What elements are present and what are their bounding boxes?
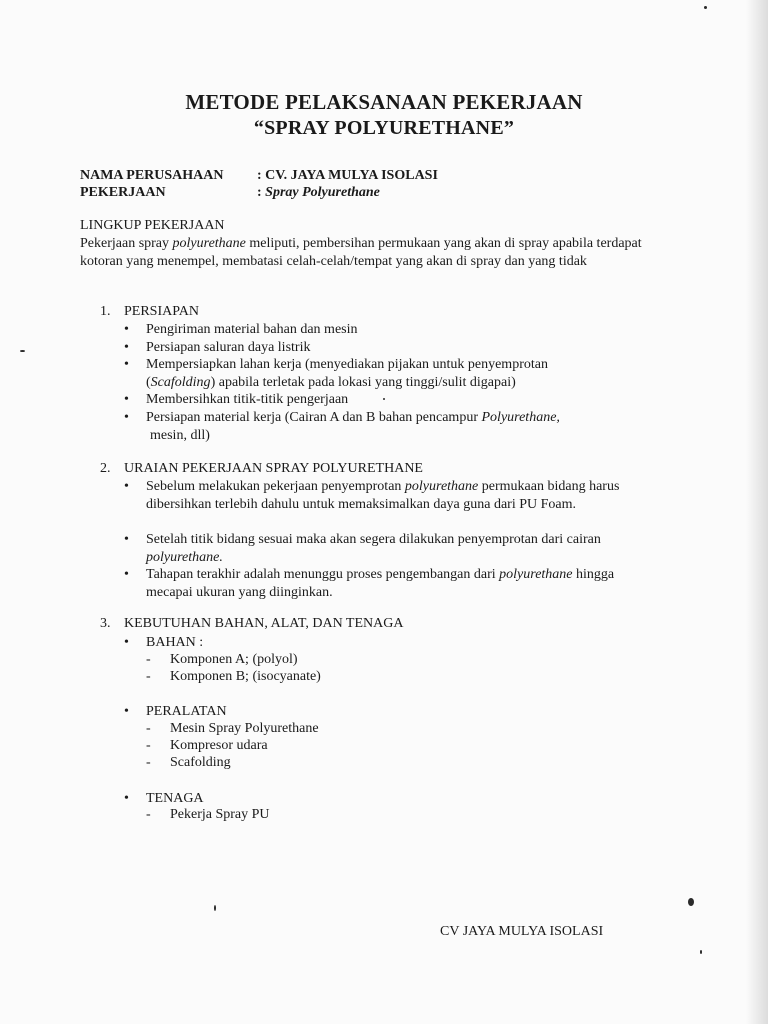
bahan-heading: • BAHAN : <box>124 635 204 650</box>
scan-speck <box>688 898 694 906</box>
document-subtitle: “SPRAY POLYURETHANE” <box>253 117 515 139</box>
scope-heading: LINGKUP PEKERJAAN <box>80 218 225 233</box>
work-value: : Spray Polyurethane <box>257 185 380 200</box>
list-item: • Membersihkan titik-titik pengerjaan <box>124 392 349 407</box>
scan-speck <box>704 6 707 9</box>
list-item: - Scafolding <box>146 755 231 770</box>
company-signature: CV JAYA MULYA ISOLASI <box>440 924 604 939</box>
list-item: • Mempersiapkan lahan kerja (menyediakan pijakan untuk penyemprotan (Scafolding) apabila terletak pada lokasi yang tinggi/sulit digapai) <box>124 357 548 390</box>
list-item: - Komponen B; (isocyanate) <box>146 669 321 684</box>
list-item: • Setelah titik bidang sesuai maka akan segera dilakukan penyemprotan dari cairan polyurethane. <box>124 532 601 565</box>
list-item: - Mesin Spray Polyurethane <box>146 721 319 736</box>
list-item: - Komponen A; (polyol) <box>146 652 298 667</box>
list-item: • Persiapan saluran daya listrik <box>124 340 311 355</box>
list-item: • Sebelum melakukan pekerjaan penyemprotan polyurethane permukaan bidang harus dibersihkan terlebih dahulu untuk memaksimalkan daya guna dari PU Foam. <box>124 479 620 512</box>
list-item-continuation: mesin, dll) <box>150 428 210 443</box>
company-label: NAMA PERUSAHAAN <box>80 168 224 183</box>
document-title: METODE PELAKSANAAN PEKERJAAN <box>185 90 583 114</box>
page-edge-shadow <box>746 0 768 1024</box>
section-1-heading: 1. PERSIAPAN <box>100 304 199 319</box>
scan-speck <box>383 398 385 400</box>
section-2-heading: 2. URAIAN PEKERJAAN SPRAY POLYURETHANE <box>100 461 423 476</box>
list-item: - Pekerja Spray PU <box>146 807 270 822</box>
work-label: PEKERJAAN <box>80 185 166 200</box>
list-item: • Persiapan material kerja (Cairan A dan B bahan pencampur Polyurethane, <box>124 410 560 425</box>
company-value: : CV. JAYA MULYA ISOLASI <box>257 168 438 183</box>
peralatan-heading: • PERALATAN <box>124 704 227 719</box>
list-item: • Tahapan terakhir adalah menunggu proses pengembangan dari polyurethane hingga mecapai ukuran yang diinginkan. <box>124 567 615 600</box>
list-item: • Pengiriman material bahan dan mesin <box>124 322 358 337</box>
section-3-heading: 3. KEBUTUHAN BAHAN, ALAT, DAN TENAGA <box>100 616 404 631</box>
tenaga-heading: • TENAGA <box>124 791 204 806</box>
scan-speck <box>214 905 216 911</box>
scope-paragraph: Pekerjaan spray polyurethane meliputi, pembersihan permukaan yang akan di spray apabila terdapat kotoran yang menempel, membatasi celah-celah/tempat yang akan di spray dan yang tidak <box>80 236 642 269</box>
list-item: - Kompresor udara <box>146 738 268 753</box>
scan-speck <box>700 950 702 954</box>
scan-speck <box>20 350 25 352</box>
